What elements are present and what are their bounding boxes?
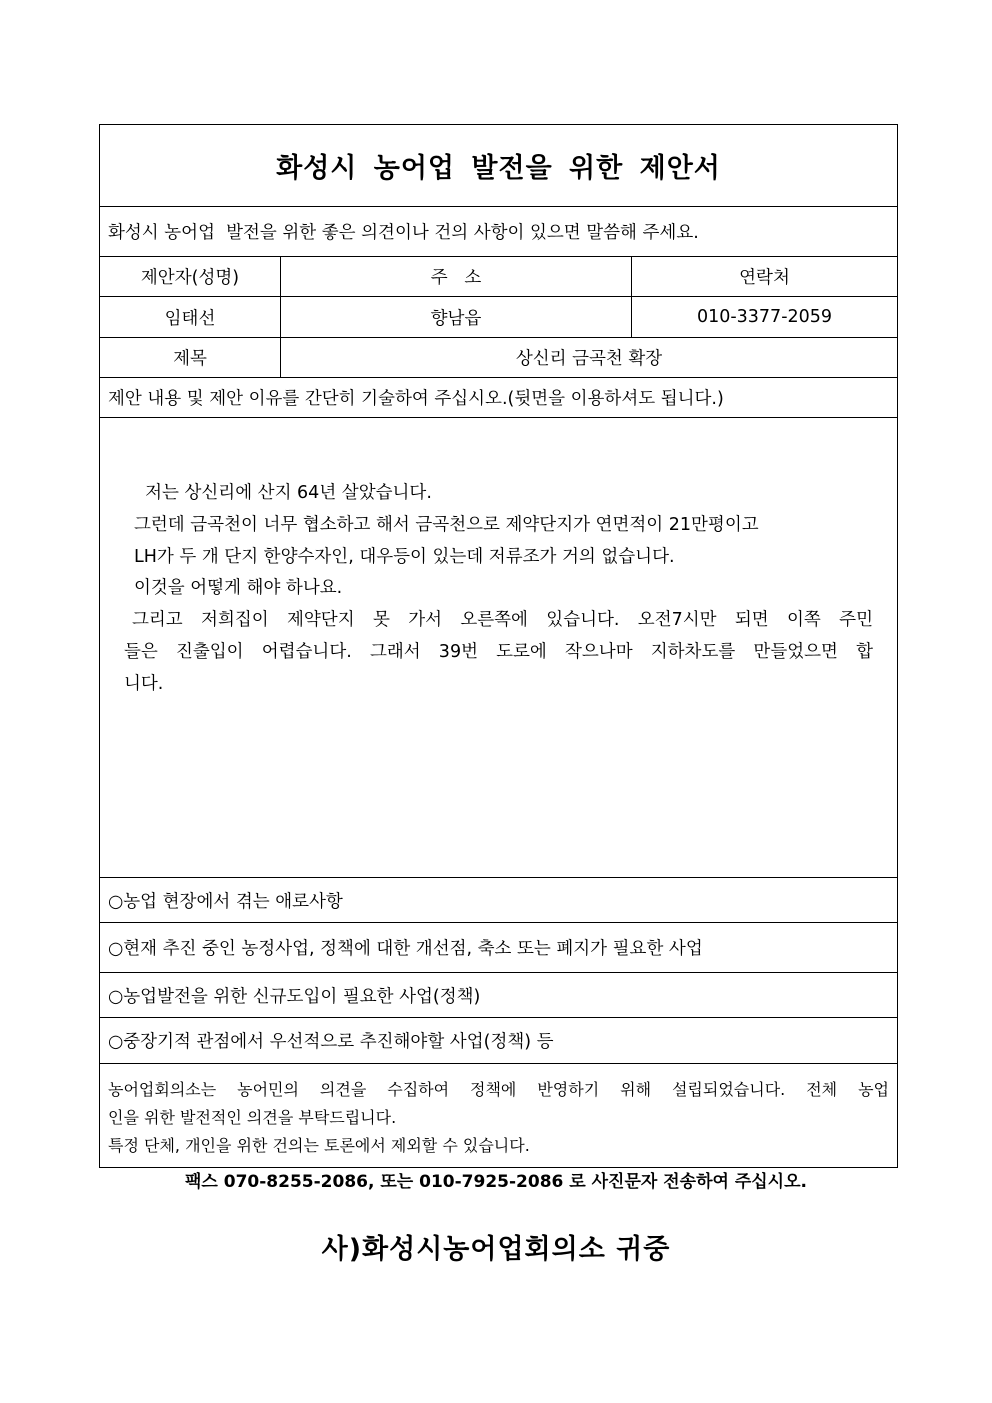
subject-value: 상신리 금곡천 확장 — [515, 349, 663, 369]
notice-text — [108, 1076, 889, 1160]
topic-text: ○현재 추진 중인 농정사업, 정책에 대한 개선점, 축소 또는 폐지가 필요한 사업 — [108, 939, 703, 959]
topic-text: ○농업발전을 위한 신규도입이 필요한 사업(정책) — [108, 986, 481, 1007]
topic-row — [100, 1018, 897, 1064]
proposer-header: 제안자(성명) — [100, 257, 281, 296]
notice-line: 특정 단체, 개인을 위한 건의는 토론에서 제외할 수 있습니다. — [108, 1136, 530, 1155]
guide-row — [100, 378, 897, 418]
notice-row — [100, 1064, 897, 1168]
content-line: 들은 진출입이 어렵습니다. 그래서 39번 도로에 작으나마 지하차도를 만들었으면 합 — [124, 641, 873, 662]
info-value-row — [100, 297, 897, 338]
contact-header: 연락처 — [739, 268, 790, 288]
proposal-content — [100, 418, 897, 701]
address-header: 주 소 — [281, 257, 632, 296]
content-line: 저는 상신리에 산지 64년 살았습니다. — [134, 483, 432, 503]
addressee-footer: 사)화성시농어업회의소 귀중 — [321, 1234, 671, 1265]
subject-row — [100, 338, 897, 378]
notice-line: 농어업회의소는 농어민의 의견을 수집하여 정책에 반영하기 위해 설립되었습니다. 전체 농업 — [108, 1080, 889, 1099]
form-title: 화성시 농어업 발전을 위한 제안서 — [276, 153, 721, 184]
topic-text: ○중장기적 관점에서 우선적으로 추진해야할 사업(정책) 등 — [108, 1032, 554, 1052]
content-line: 그런데 금곡천이 너무 협소하고 해서 금곡천으로 제약단지가 연면적이 21만평이고 — [134, 514, 759, 535]
fax-instruction: 팩스 070-8255-2086, 또는 010-7925-2086 로 사진문자 전송하여 주십시오. — [185, 1172, 807, 1192]
intro-text: 화성시 농어업 발전을 위한 좋은 의견이나 건의 사항이 있으면 말씀해 주세요. — [108, 223, 699, 243]
info-header-row — [100, 257, 897, 297]
intro-row — [100, 207, 897, 257]
proposal-content-box — [100, 418, 897, 878]
subject-label: 제목 — [100, 338, 281, 377]
proposal-form — [99, 124, 898, 1168]
topic-row — [100, 923, 897, 973]
content-line: LH가 두 개 단지 한양수자인, 대우등이 있는데 저류조가 거의 없습니다. — [134, 546, 675, 567]
content-line: 니다. — [124, 673, 164, 694]
title-row — [100, 125, 897, 207]
topic-row — [100, 973, 897, 1018]
content-line: 이것을 어떻게 해야 하나요. — [134, 578, 343, 599]
proposer-contact: 010-3377-2059 — [696, 307, 833, 327]
topic-text: ○농업 현장에서 겪는 애로사항 — [108, 891, 343, 912]
guide-text: 제안 내용 및 제안 이유를 간단히 기술하여 주십시오.(뒷면을 이용하셔도 됩니다.) — [108, 389, 724, 409]
proposer-name: 임태선 — [100, 297, 281, 337]
proposer-address: 향남읍 — [281, 297, 632, 337]
notice-line: 인을 위한 발전적인 의견을 부탁드립니다. — [108, 1108, 397, 1127]
content-line: 그리고 저희집이 제약단지 못 가서 오른쪽에 있습니다. 오전7시만 되면 이쪽 주민 — [132, 610, 873, 631]
topic-row — [100, 878, 897, 923]
